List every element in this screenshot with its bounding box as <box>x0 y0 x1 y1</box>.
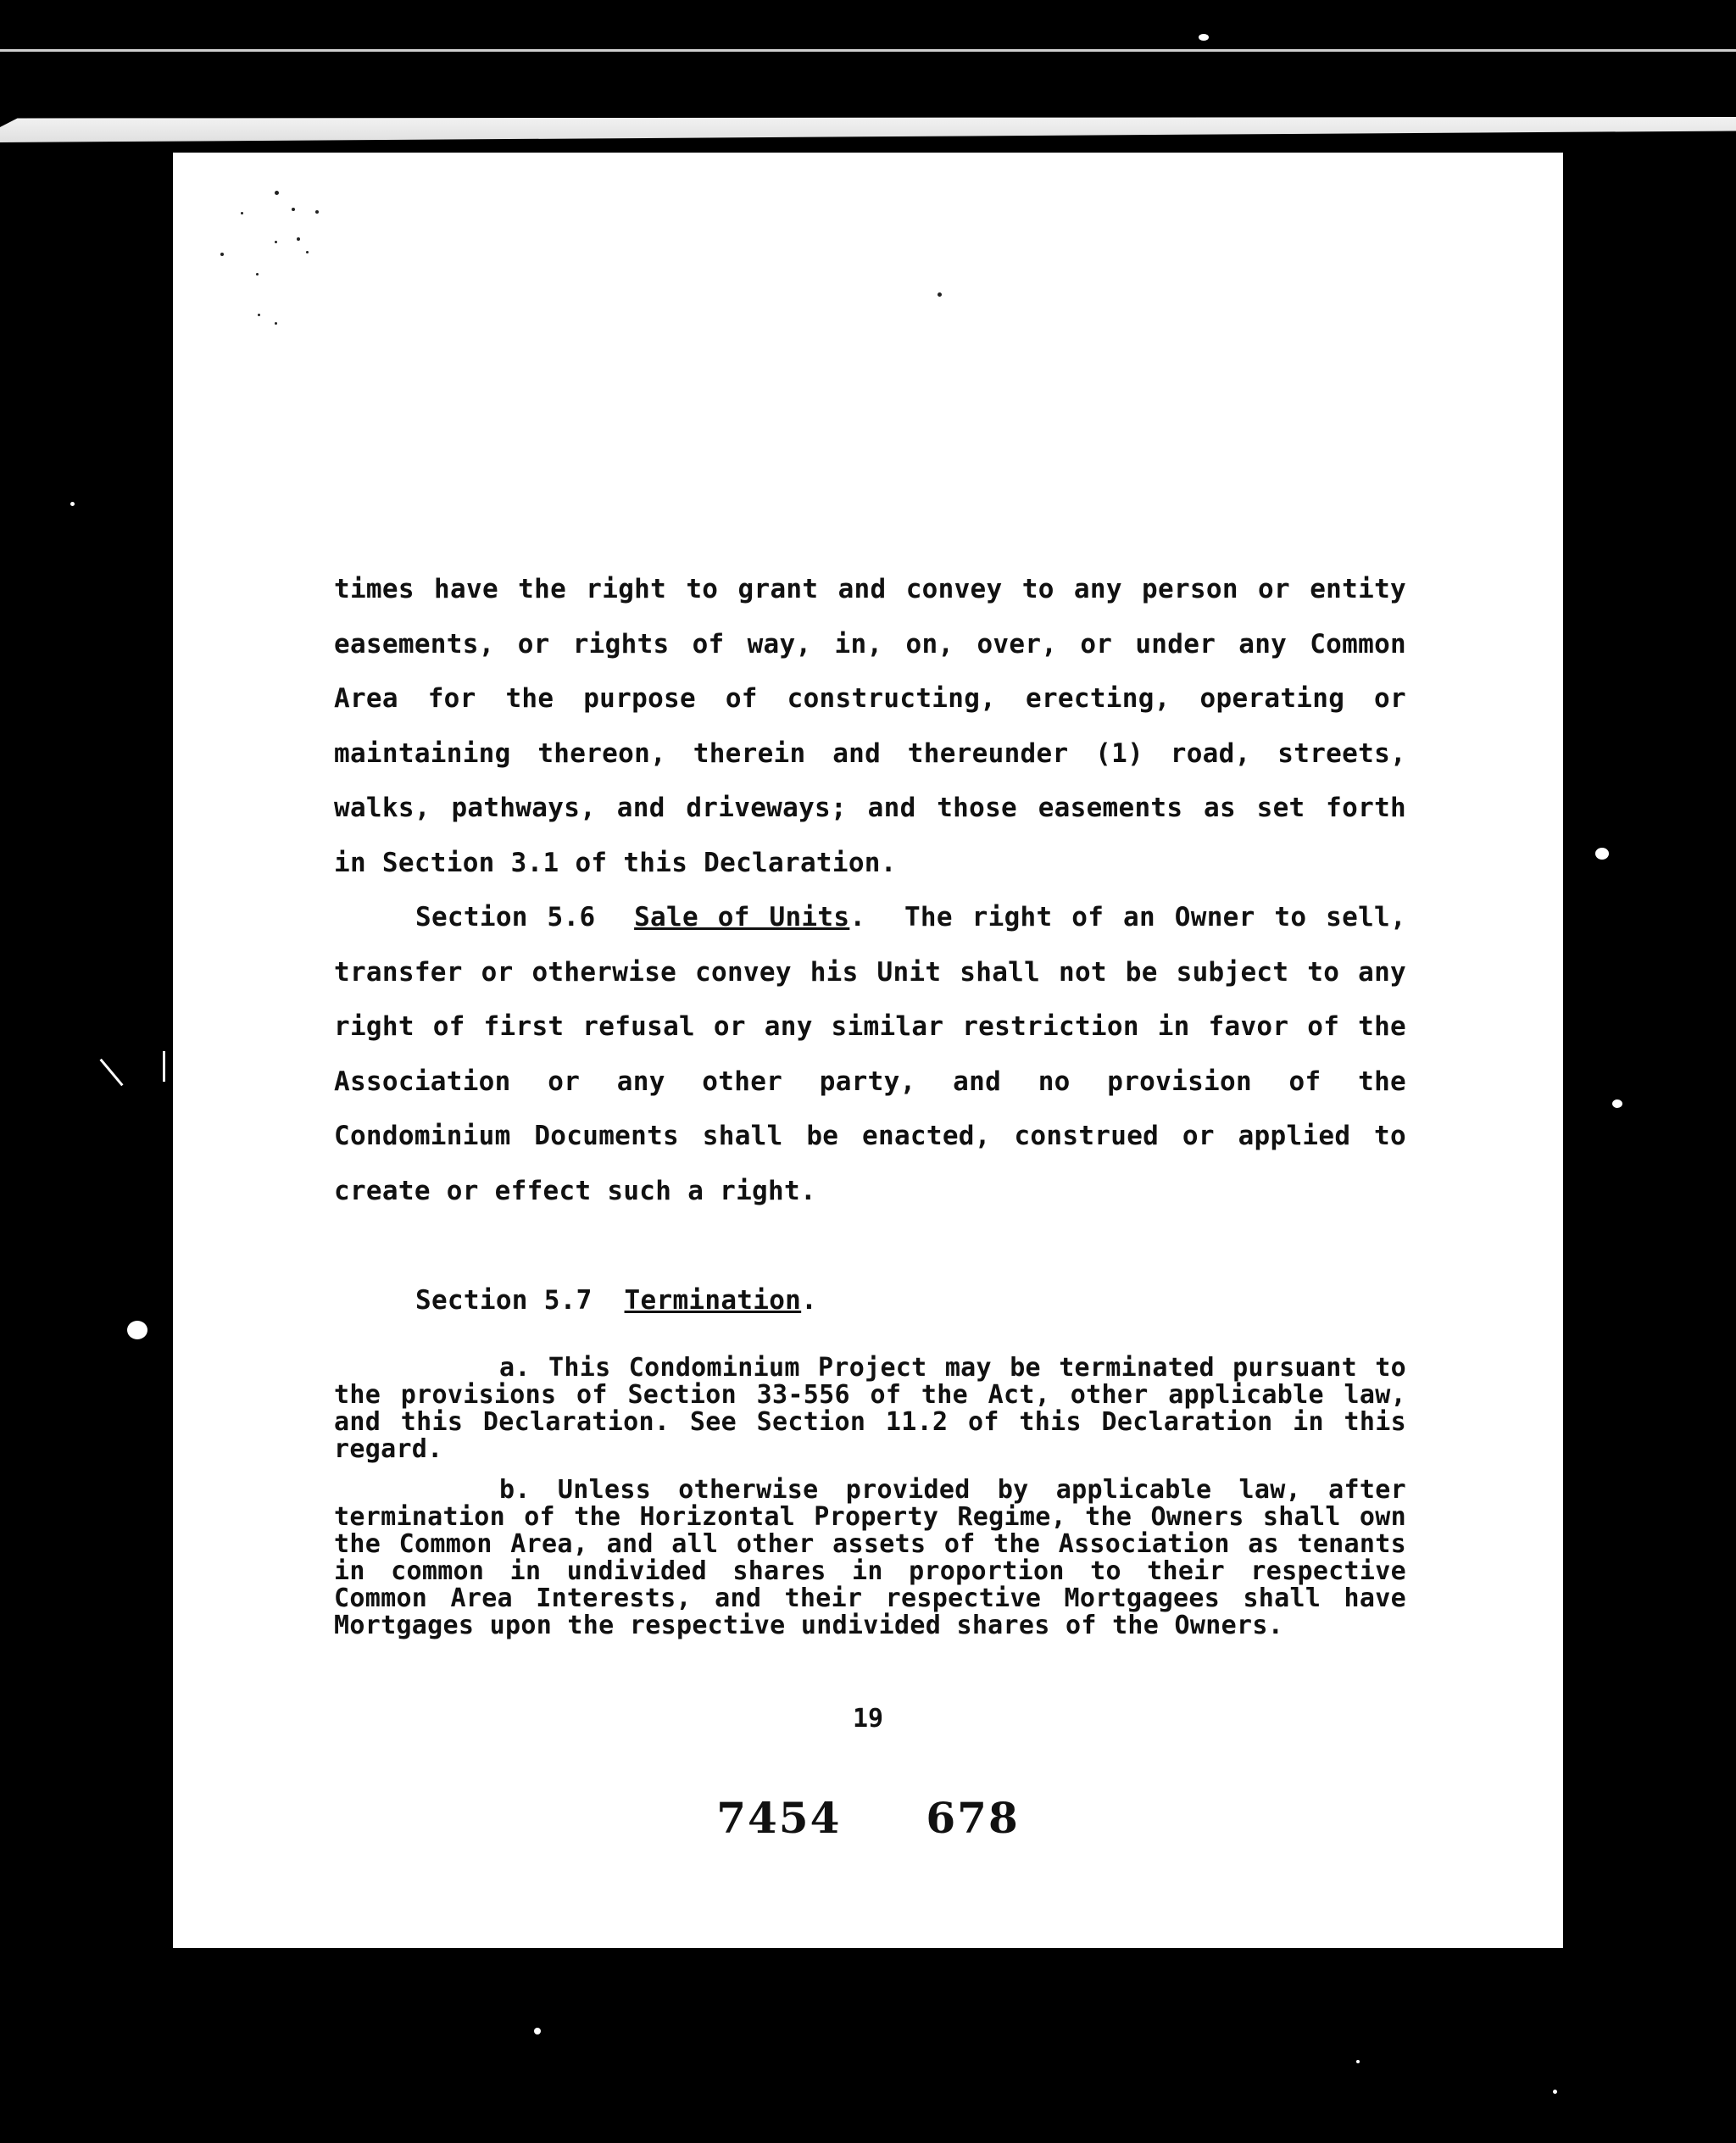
section-5-6-title: Sale of Units <box>634 902 850 932</box>
section-5-6-paragraph <box>334 890 1406 1218</box>
scan-speck <box>99 1059 123 1087</box>
scan-speck <box>275 322 277 325</box>
scan-speck <box>127 1321 147 1339</box>
scan-speck <box>297 237 300 241</box>
scan-speck <box>241 212 243 214</box>
scan-top-rule <box>0 49 1736 52</box>
section-5-6 <box>334 890 1406 1218</box>
scan-speck <box>1356 2060 1360 2063</box>
scan-speck <box>315 210 319 214</box>
page-number: 19 <box>852 1704 884 1734</box>
item-a-text: a. This Condominium Project may be terminated pursuant to the provisions of Section 33-556 of the Act, other applicable law, and this Declaration. See Section 11.2 of this Declaration in this regard. <box>334 1353 1406 1464</box>
scan-speck <box>1199 34 1209 41</box>
item-b-text: b. Unless otherwise provided by applicable law, after termination of the Horizontal Property Regime, the Owners shall own the Common Area, and all other assets of the Association as tenants in common in undivided shares in proportion to their respective Common Area Interests, and their respective Mortgagees shall have Mortgages upon the respective undivided shares of the Owners. <box>334 1475 1406 1640</box>
scan-top-band <box>0 117 1736 142</box>
scan-speck <box>258 314 260 316</box>
section-5-7-title-punct: . <box>801 1285 818 1316</box>
scan-speck <box>163 1051 165 1082</box>
scan-speck <box>534 2028 541 2034</box>
section-5-6-number: Section 5.6 <box>415 902 596 932</box>
section-5-7-item-b <box>334 1477 1406 1639</box>
section-5-6-body: The right of an Owner to sell, transfer or otherwise convey his Unit shall not be subject to any right of first refusal or any similar restriction in favor of the Association or any other party, and no provision of the Condominium Documents shall be enacted, construed or applied to create or effect such a right. <box>334 902 1406 1206</box>
scan-speck <box>1595 848 1609 860</box>
document-stamp <box>173 1793 1563 1843</box>
stamp-right-number: 678 <box>926 1793 1020 1843</box>
scan-speck <box>938 292 942 297</box>
stamp-left-number: 7454 <box>716 1793 842 1843</box>
scan-speck <box>256 273 259 276</box>
scan-speck <box>275 191 279 195</box>
scan-speck <box>306 251 309 253</box>
document-page <box>173 153 1563 1948</box>
section-5-7-heading <box>334 1273 1406 1328</box>
scan-speck <box>275 241 277 243</box>
section-5-7-title: Termination <box>624 1285 802 1316</box>
section-5-6-title-punct: . <box>849 902 866 932</box>
scan-speck <box>292 208 295 211</box>
scan-speck <box>220 253 224 256</box>
scan-speck <box>1553 2090 1557 2094</box>
section-5-7-number: Section 5.7 <box>415 1285 593 1316</box>
scan-speck <box>1612 1099 1622 1108</box>
scan-speck <box>70 502 75 506</box>
section-5-7-item-a <box>334 1355 1406 1463</box>
paragraph-text: times have the right to grant and convey to any person or entity easements, or rights of way, in, on, over, or under any Common Area for the purpose of constructing, erecting, operating or maintaining thereon, therein and thereunder (1) road, streets, walks, pathways, and driveways; and those easements as set forth in Section 3.1 of this Declaration. <box>334 574 1406 878</box>
paragraph-continuation <box>334 562 1406 890</box>
